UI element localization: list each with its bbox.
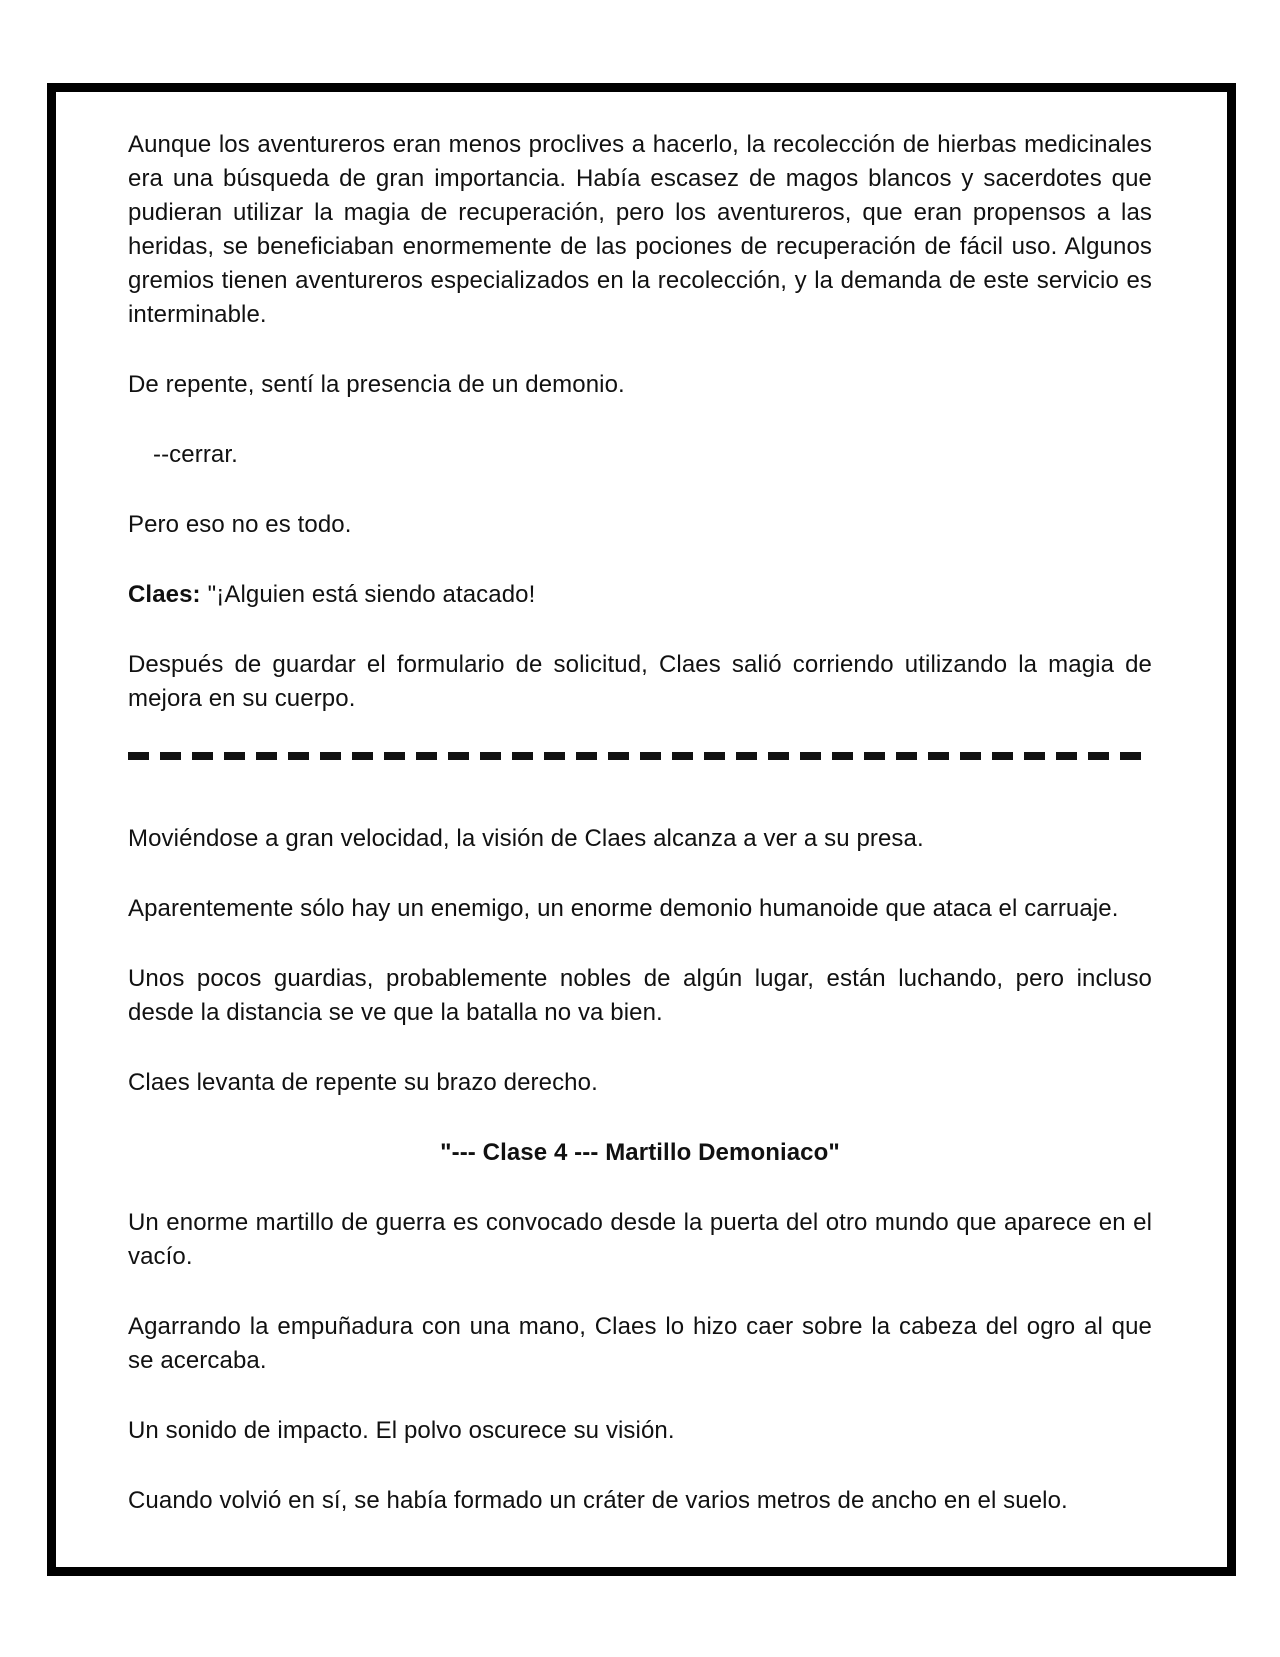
scene-divider [128,752,1152,760]
novel-text [56,92,1227,1518]
paragraph-cerrar: --cerrar. [153,441,238,468]
dialogue-text: "¡Alguien está siendo atacado! [207,581,536,608]
page-frame [47,83,1236,1576]
dialogue-line [128,578,1152,612]
paragraph-moving-fast: Moviéndose a gran velocidad, la visión de Claes alcanza a ver a su presa. [128,825,924,852]
paragraph-one-enemy: Aparentemente sólo hay un enemigo, un enorme demonio humanoide que ataca el carruaje. [128,895,1119,922]
paragraph-demon-presence: De repente, sentí la presencia de un demonio. [128,371,625,398]
paragraph-war-hammer: Un enorme martillo de guerra es convocado desde la puerta del otro mundo que aparece en el vacío. [128,1209,1152,1270]
paragraph-guards: Unos pocos guardias, probablemente nobles de algún lugar, están luchando, pero incluso desde la distancia se ve que la batalla no va bien. [128,965,1152,1026]
paragraph-request-form: Después de guardar el formulario de solicitud, Claes salió corriendo utilizando la magia de mejora en su cuerpo. [128,651,1152,712]
paragraph-crater: Cuando volvió en sí, se había formado un cráter de varios metros de ancho en el suelo. [128,1487,1068,1514]
paragraph-herbs: Aunque los aventureros eran menos proclives a hacerlo, la recolección de hierbas medicinales era una búsqueda de gran importancia. Había escasez de magos blancos y sacerdotes que pudieran utilizar la magia de recuperación, pero los aventureros, que eran propensos a las heridas, se beneficiaban enormemente de las pociones de recuperación de fácil uso. Algunos gremios tienen aventureros especializados en la recolección, y la demanda de este servicio es interminable. [128,131,1152,328]
paragraph-not-all: Pero eso no es todo. [128,511,352,538]
paragraph-right-arm: Claes levanta de repente su brazo derecho. [128,1069,598,1096]
speaker-name: Claes: [128,581,201,608]
skill-invocation-heading: "--- Clase 4 --- Martillo Demoniaco" [440,1139,840,1166]
paragraph-grip-handle: Agarrando la empuñadura con una mano, Claes lo hizo caer sobre la cabeza del ogro al que se acercaba. [128,1313,1152,1374]
paragraph-impact-sound: Un sonido de impacto. El polvo oscurece su visión. [128,1417,675,1444]
